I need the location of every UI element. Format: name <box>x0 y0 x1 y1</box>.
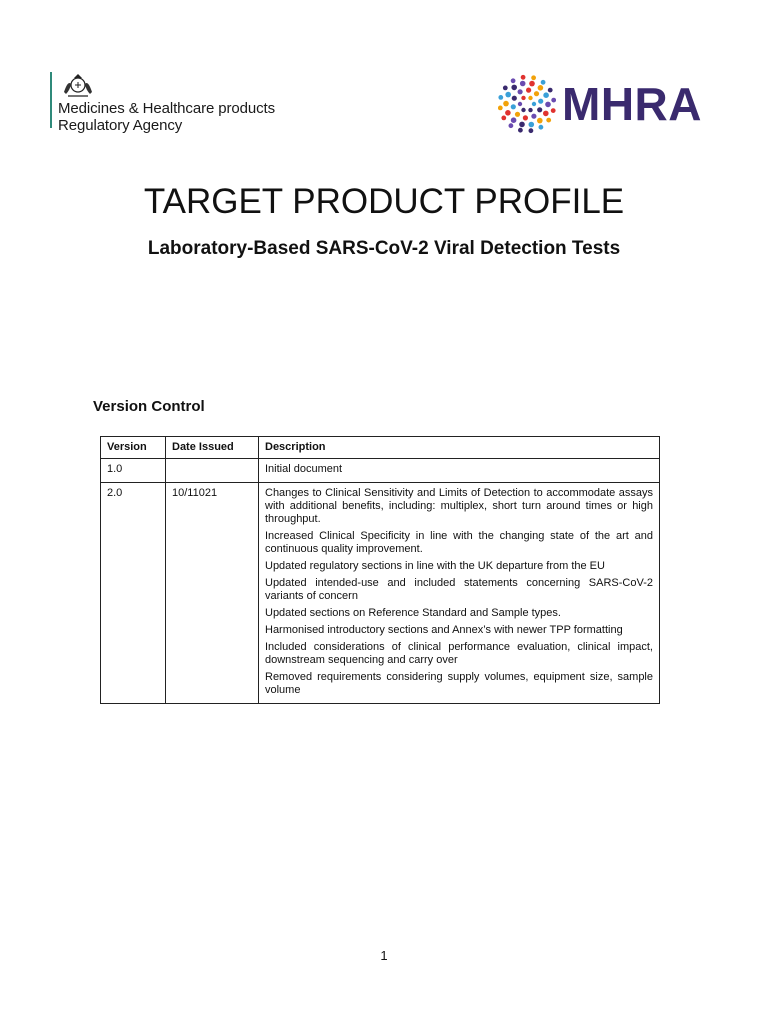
logo-dot <box>503 86 508 91</box>
logo-dot <box>511 85 517 91</box>
logo-dot <box>521 75 526 80</box>
logo-dot <box>546 118 551 123</box>
logo-dot <box>551 108 556 113</box>
logo-dot <box>520 81 526 87</box>
logo-dot <box>519 122 525 128</box>
logo-dot <box>538 99 543 104</box>
logo-dot <box>511 117 517 123</box>
logo-dot <box>541 80 546 85</box>
description-item: Updated regulatory sections in line with the UK departure from the EU <box>265 560 605 572</box>
logo-dot <box>518 128 523 133</box>
logo-dot <box>529 122 535 128</box>
logo-dot <box>518 89 523 94</box>
logo-dot <box>537 107 542 112</box>
description-item: Increased Clinical Specificity in line with the changing state of the art and continuous quality improvement. <box>265 530 653 555</box>
mhra-dots-icon <box>498 74 556 134</box>
description-item: Initial document <box>265 463 343 475</box>
gov-logo <box>50 72 275 134</box>
description-item: Updated sections on Reference Standard and Sample types. <box>265 607 561 619</box>
logo-dot <box>532 102 536 106</box>
logo-dot <box>512 96 517 101</box>
description-item: Included considerations of clinical performance evaluation, clinical impact, downstream sequencing and carry over <box>265 641 653 666</box>
table-row <box>101 483 660 704</box>
logo-dot <box>523 115 528 120</box>
logo-dot <box>526 88 531 93</box>
logo-dot <box>548 88 553 93</box>
mhra-wordmark: MHRA <box>562 78 702 130</box>
logo-dot <box>498 106 503 111</box>
logo-dot <box>543 92 549 98</box>
logo-dot <box>528 108 532 112</box>
description-item: Removed requirements considering supply volumes, equipment size, sample volume <box>265 671 653 696</box>
logo-dot <box>501 116 506 121</box>
logo-dot <box>538 85 544 91</box>
logo-dot <box>537 118 543 124</box>
logo-dot <box>545 102 551 108</box>
logo-dot <box>511 104 516 109</box>
logo-dot <box>531 114 536 119</box>
description-item: Updated intended-use and included statements concerning SARS-CoV-2 variants of concern <box>265 577 653 602</box>
description-item: Harmonised introductory sections and Annex’s with newer TPP formatting <box>265 624 623 636</box>
document-title: TARGET PRODUCT PROFILE <box>143 182 625 221</box>
column-header-date-issued: Date Issued <box>166 437 259 459</box>
logo-dot <box>518 102 522 106</box>
logo-dot <box>515 112 520 117</box>
column-header-version: Version <box>101 437 166 459</box>
description-cell <box>259 483 660 704</box>
logo-dot <box>498 95 503 100</box>
logo-dot <box>521 96 525 100</box>
table-header-row <box>101 437 660 459</box>
table-row <box>101 459 660 483</box>
logo-dot <box>551 98 556 103</box>
logo-dot <box>531 75 536 80</box>
logo-dot <box>539 125 544 130</box>
logo-dot <box>505 92 511 98</box>
description-item: Changes to Clinical Sensitivity and Limits of Detection to accommodate assays with additional benefits, including: multiplex, short turn around times or high throughput. <box>265 487 653 525</box>
logo-dot <box>509 123 514 128</box>
date-cell <box>166 459 259 483</box>
version-cell: 2.0 <box>101 483 166 704</box>
logo-dot <box>529 81 535 87</box>
date-cell: 10/11021 <box>166 483 259 704</box>
logo-dot <box>529 128 534 133</box>
column-header-description: Description <box>259 437 660 459</box>
logo-dot <box>511 78 516 83</box>
document-subtitle: Laboratory-Based SARS-CoV-2 Viral Detection Tests <box>147 238 621 259</box>
logo-dot <box>528 96 532 100</box>
logo-dot <box>505 110 511 116</box>
royal-crest-icon <box>58 72 98 98</box>
logo-dot <box>503 101 509 107</box>
version-cell: 1.0 <box>101 459 166 483</box>
agency-name-line2: Regulatory Agency <box>58 117 183 134</box>
description-cell <box>259 459 660 483</box>
version-control-heading: Version Control <box>93 398 205 415</box>
logo-dot <box>521 108 525 112</box>
page-number: 1 <box>380 948 388 963</box>
logo-dot <box>543 111 549 117</box>
agency-name-line1: Medicines & Healthcare products <box>58 100 276 117</box>
mhra-logo <box>498 74 702 134</box>
logo-rule <box>50 72 52 128</box>
logo-dot <box>534 91 539 96</box>
version-control-table <box>100 436 660 704</box>
